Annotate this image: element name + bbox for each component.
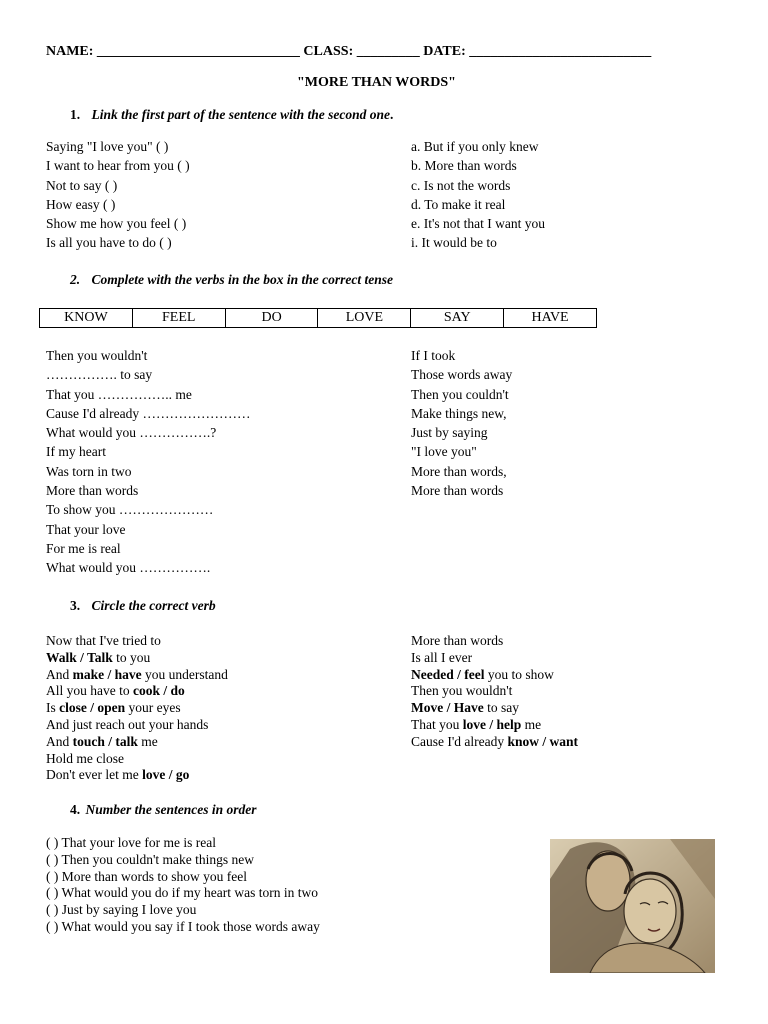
lyric-line: More than words (411, 633, 504, 648)
lyric-line: That your love (46, 521, 126, 537)
section1-instruction: Link the first part of the sentence with the second one (91, 107, 391, 122)
list-item: Is all you have to do ( ) (46, 235, 172, 251)
list-item: i. It would be to (411, 235, 497, 251)
lyric-line: To show you ………………… (46, 502, 214, 518)
lyric-line: Then you wouldn't (411, 683, 513, 699)
order-item[interactable]: ( ) What would you say if I took those words away (46, 918, 320, 934)
verb-cell: HAVE (504, 309, 597, 328)
lyric-line: Just by saying (411, 425, 488, 441)
lyric-line: Needed / feel you to show (411, 666, 554, 682)
lyric-line: If I took (411, 348, 456, 363)
lyric-line: All you have to cook / do (46, 683, 185, 699)
section2-number: 2. (70, 272, 81, 287)
list-item: Show me how you feel ( ) (46, 216, 187, 232)
section4-instruction: Number the sentences in order (85, 802, 257, 817)
verb-box (39, 308, 597, 328)
verb-choice[interactable]: touch / talk (72, 733, 138, 749)
verb-choice[interactable]: Move / Have (411, 700, 484, 716)
lyric-line: What would you ……………. (46, 560, 211, 576)
section2-left-column (46, 346, 251, 578)
couple-illustration-svg (550, 839, 715, 973)
lyric-line: Cause I'd already …………………… (46, 405, 251, 421)
lyric-line: Walk / Talk to you (46, 649, 151, 665)
section2-heading (70, 272, 393, 288)
section4-list (46, 835, 320, 936)
lyric-line: Don't ever let me love / go (46, 767, 190, 783)
section1-heading: 1. Link the first part of the sentence with the second one. (70, 107, 394, 122)
section4-number: 4. (70, 802, 81, 817)
section3-number: 3. (70, 598, 81, 613)
lyric-line: ……………. to say (46, 367, 153, 383)
verb-cell: FEEL (132, 309, 225, 328)
lyric-line: Make things new, (411, 405, 507, 421)
section1-right-column (411, 137, 545, 253)
verb-choice[interactable]: love / go (142, 767, 190, 783)
lyric-line: And just reach out your hands (46, 716, 209, 732)
lyric-line: Those words away (411, 367, 513, 383)
lyric-line: Move / Have to say (411, 700, 519, 716)
section3-instruction: Circle the correct verb (91, 598, 216, 613)
verb-choice[interactable]: make / have (72, 666, 142, 682)
lyric-line: Hold me close (46, 750, 124, 766)
section2-right-column (411, 346, 512, 500)
verb-cell: KNOW (40, 309, 133, 328)
lyric-line: Then you couldn't (411, 386, 509, 402)
lyric-line: Was torn in two (46, 463, 132, 479)
lyric-line: That you love / help me (411, 716, 542, 732)
verb-cell: DO (225, 309, 318, 328)
section4-heading (70, 802, 257, 818)
lyric-line: Is close / open your eyes (46, 700, 181, 716)
list-item: e. It's not that I want you (411, 216, 546, 232)
couple-illustration (550, 839, 715, 973)
lyric-line: More than words (46, 483, 139, 499)
lyric-line: And make / have you understand (46, 666, 228, 682)
verb-choice[interactable]: Walk / Talk (46, 649, 113, 665)
list-item: c. Is not the words (411, 177, 511, 193)
lyric-line: "I love you" (411, 444, 477, 460)
section2-instruction: Complete with the verbs in the box in the correct tense (91, 272, 393, 287)
order-item[interactable]: ( ) More than words to show you feel (46, 868, 247, 884)
section3-right-column (411, 633, 578, 751)
lyric-line: If my heart (46, 444, 106, 460)
lyric-line: Cause I'd already know / want (411, 733, 579, 749)
page-title: "MORE THAN WORDS" (297, 75, 456, 90)
order-item[interactable]: ( ) That your love for me is real (46, 835, 216, 850)
lyric-line: What would you …………….? (46, 425, 217, 441)
list-item: Not to say ( ) (46, 177, 118, 193)
section1-number: 1. (70, 107, 81, 122)
verb-choice[interactable]: know / want (507, 733, 579, 749)
lyric-line: More than words, (411, 463, 507, 479)
lyric-line: That you …………….. me (46, 386, 192, 402)
list-item: I want to hear from you ( ) (46, 158, 190, 174)
order-item[interactable]: ( ) Then you couldn't make things new (46, 851, 255, 867)
verb-choice[interactable]: love / help (462, 716, 522, 732)
verb-choice[interactable]: close / open (59, 700, 126, 716)
verb-cell: LOVE (318, 309, 411, 328)
list-item: b. More than words (411, 158, 517, 174)
section1-left-column (46, 137, 190, 253)
order-item[interactable]: ( ) Just by saying I love you (46, 902, 197, 918)
verb-choice[interactable]: cook / do (133, 683, 185, 699)
header-fields: NAME: _____________________________ CLASS: _________ DATE: __________________________ (46, 44, 652, 59)
list-item: Saying "I love you" ( ) (46, 139, 169, 154)
order-item[interactable]: ( ) What would you do if my heart was torn in two (46, 885, 318, 901)
lyric-line: Now that I've tried to (46, 633, 161, 648)
list-item: a. But if you only knew (411, 139, 539, 154)
verb-choice[interactable]: Needed / feel (411, 666, 485, 682)
section3-heading (70, 598, 216, 614)
lyric-line: Then you wouldn't (46, 348, 148, 363)
section3-left-column (46, 633, 228, 784)
verb-cell: SAY (411, 309, 504, 328)
lyric-line: More than words (411, 483, 504, 499)
lyric-line: And touch / talk me (46, 733, 158, 749)
list-item: How easy ( ) (46, 196, 116, 212)
lyric-line: Is all I ever (411, 649, 473, 665)
list-item: d. To make it real (411, 196, 506, 212)
lyric-line: For me is real (46, 540, 121, 556)
